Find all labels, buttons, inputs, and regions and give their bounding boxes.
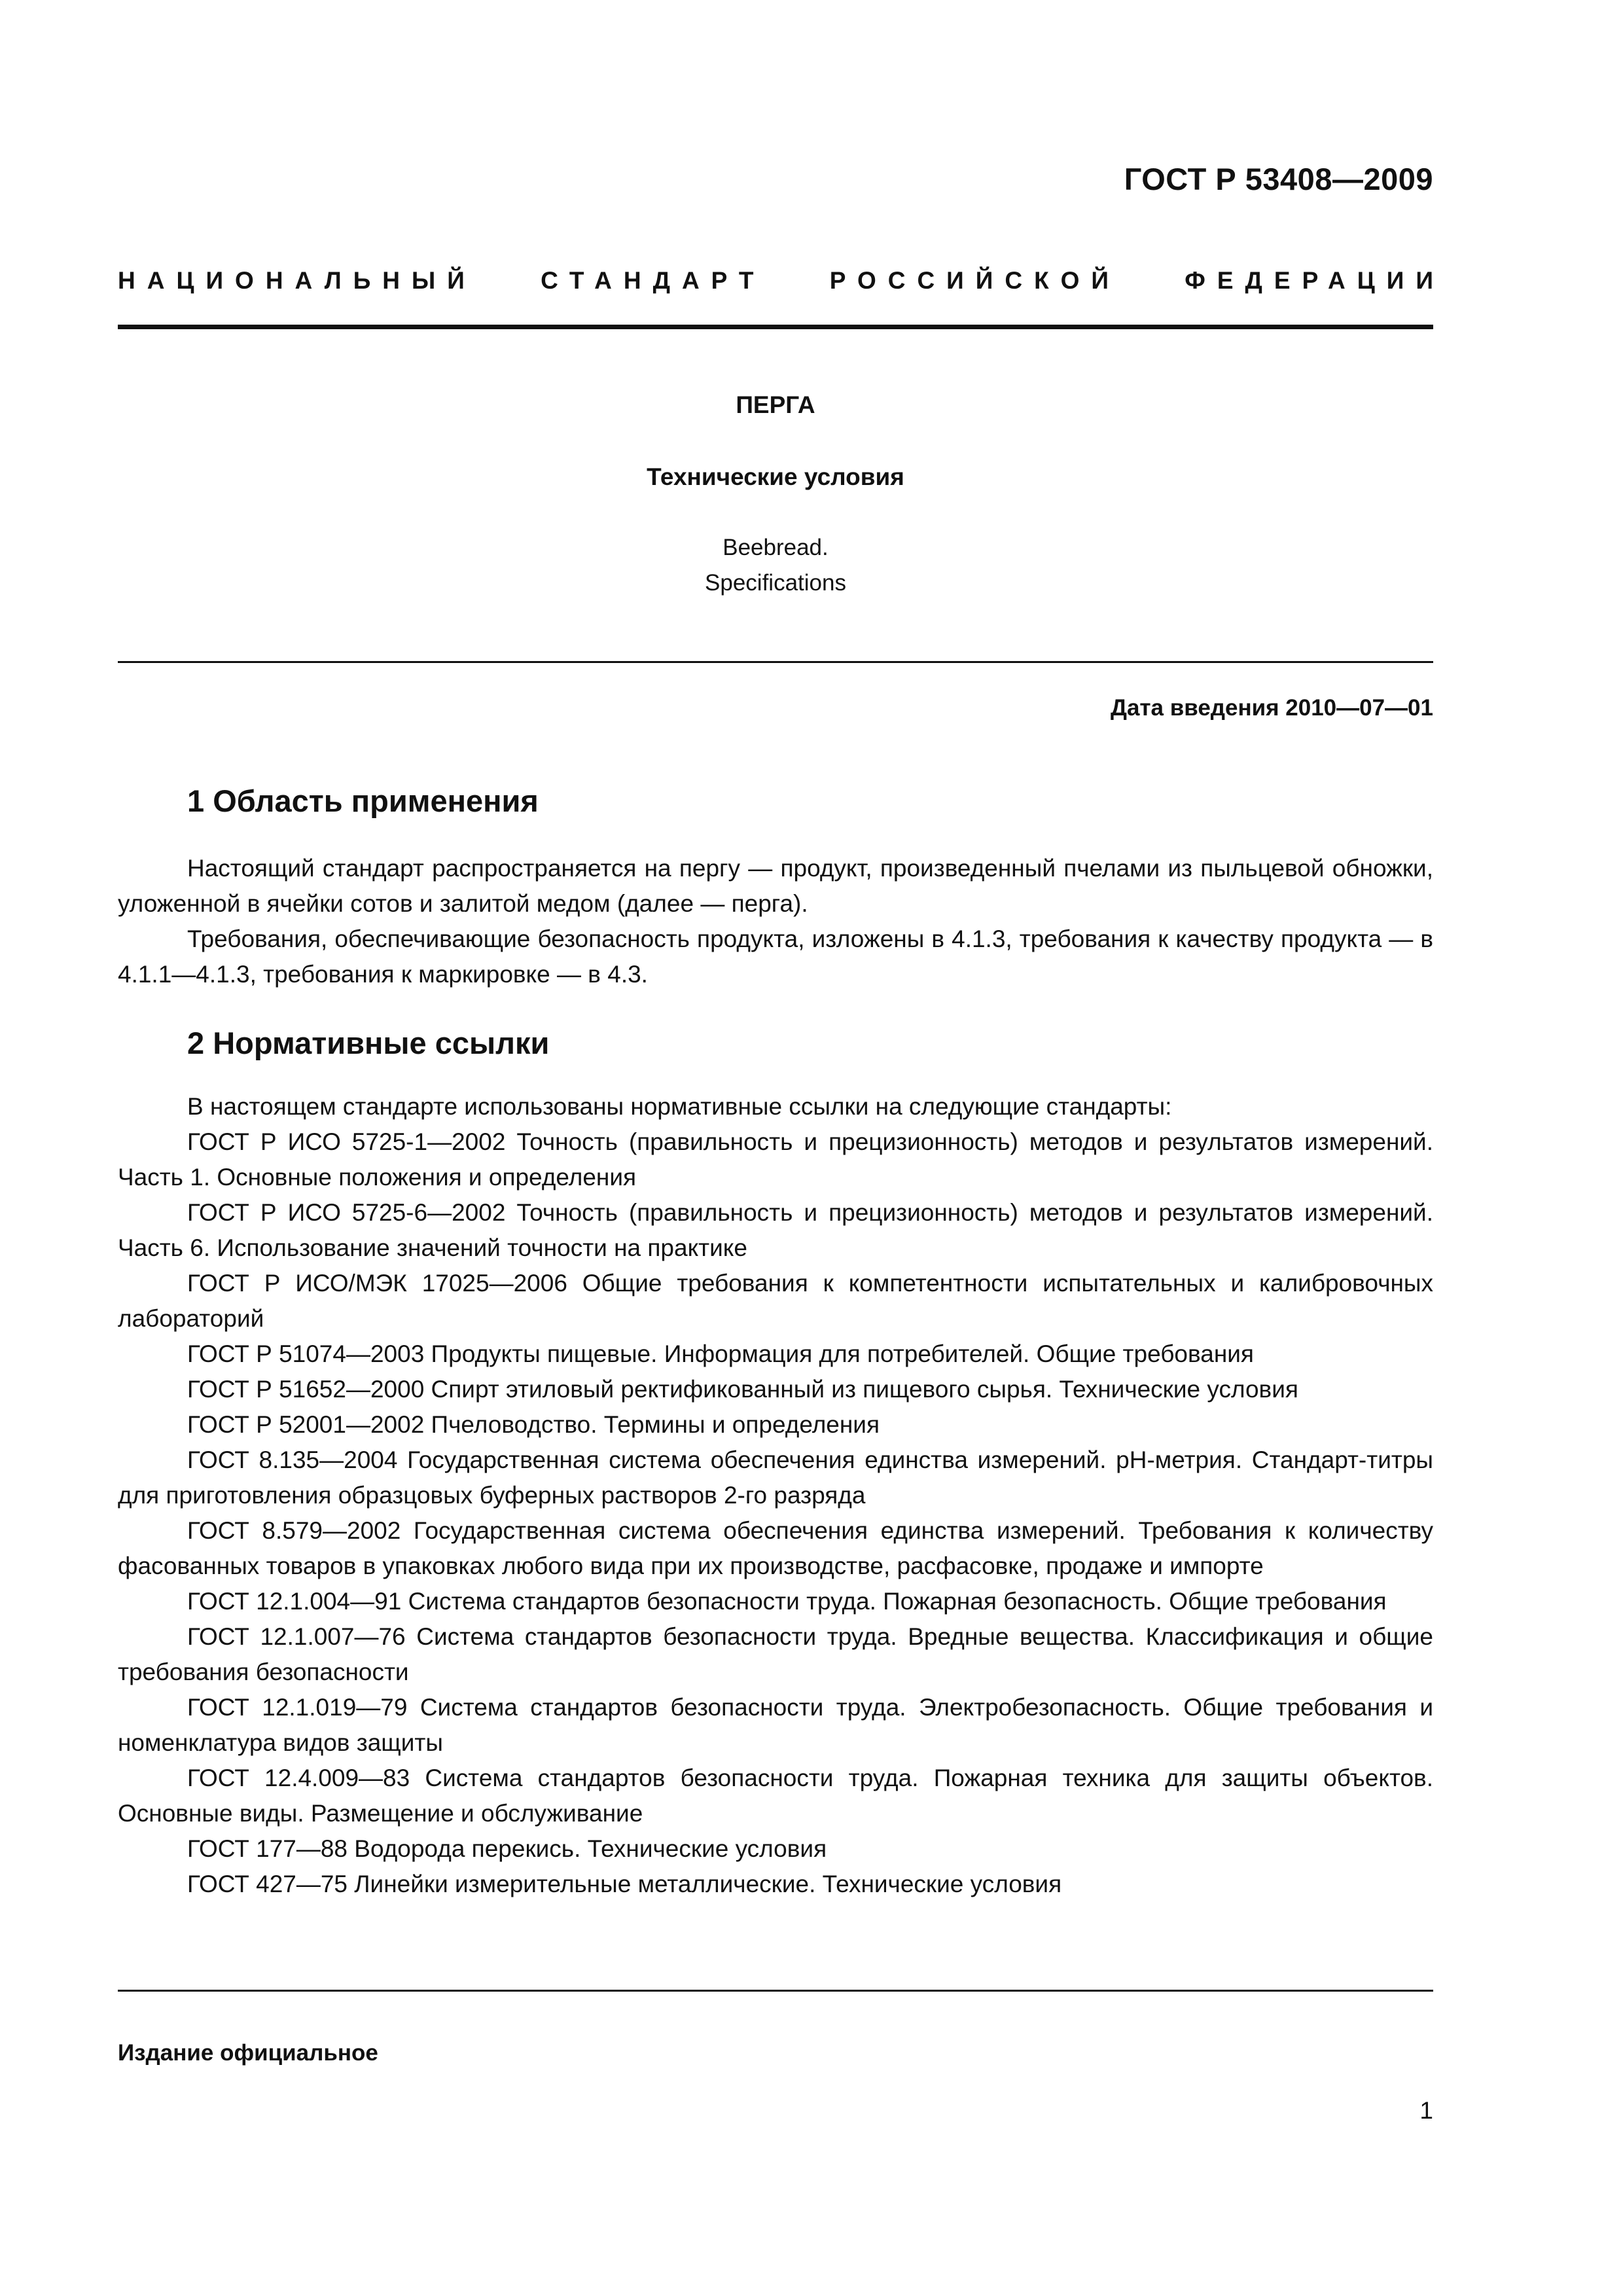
reference-item: ГОСТ 8.135—2004 Государственная система обеспечения единства измерений. pH-метрия. Стандарт-титры для приготовления образцовых буферных растворов 2-го разряда [118, 1446, 1433, 1509]
reference-item: ГОСТ 12.1.007—76 Система стандартов безопасности труда. Вредные вещества. Классификация и общие требования безопасности [118, 1623, 1433, 1685]
section-heading: 2 Нормативные ссылки [187, 1026, 550, 1060]
paragraph: Настоящий стандарт распространяется на пергу — продукт, произведенный пчелами из пыльцевой обножки, уложенной в ячейки сотов и залитой медом (далее — перга). [118, 855, 1433, 917]
paragraph: Требования, обеспечивающие безопасность продукта, изложены в 4.1.3, требования к качеству продукта — в 4.1.1—4.1.3, требования к маркировке — в 4.3. [118, 925, 1433, 988]
reference-item: ГОСТ 12.1.004—91 Система стандартов безопасности труда. Пожарная безопасность. Общие требования [187, 1588, 1387, 1615]
introduction-date: Дата введения 2010—07—01 [1111, 695, 1433, 721]
section-body [118, 1089, 1433, 1902]
header-rule [118, 325, 1433, 329]
reference-item: ГОСТ 427—75 Линейки измерительные металлические. Технические условия [187, 1871, 1062, 1897]
section-heading: 1 Область применения [187, 783, 539, 818]
english-title [118, 530, 1433, 601]
document-title: ПЕРГА [736, 391, 815, 418]
reference-item: ГОСТ 177—88 Водорода перекись. Технические условия [187, 1835, 827, 1862]
reference-item: ГОСТ Р 51652—2000 Спирт этиловый ректификованный из пищевого сырья. Технические условия [187, 1376, 1298, 1403]
reference-item: ГОСТ Р ИСО 5725-6—2002 Точность (правильность и прецизионность) методов и результатов измерений. Часть 6. Использование значений точности на практике [118, 1199, 1433, 1261]
reference-item: ГОСТ Р ИСО 5725-1—2002 Точность (правильность и прецизионность) методов и результатов измерений. Часть 1. Основные положения и определения [118, 1128, 1433, 1191]
title-rule [118, 661, 1433, 663]
banner-word: СТАНДАРТ [541, 267, 766, 294]
national-standard-banner [118, 267, 1445, 295]
english-title-line: Beebread. [722, 535, 829, 560]
reference-item: ГОСТ Р ИСО/МЭК 17025—2006 Общие требования к компетентности испытательных и калибровочных лабораторий [118, 1270, 1433, 1332]
paragraph: В настоящем стандарте использованы нормативные ссылки на следующие стандарты: [187, 1093, 1172, 1120]
reference-item: ГОСТ 8.579—2002 Государственная система обеспечения единства измерений. Требования к количеству фасованных товаров в упаковках любого вида при их производстве, расфасовке, продаже и импорте [118, 1517, 1433, 1579]
reference-item: ГОСТ 12.4.009—83 Система стандартов безопасности труда. Пожарная техника для защиты объектов. Основные виды. Размещение и обслуживание [118, 1765, 1433, 1827]
banner-word: ФЕДЕРАЦИИ [1185, 267, 1445, 294]
standard-number: ГОСТ Р 53408—2009 [1124, 162, 1433, 196]
banner-word: НАЦИОНАЛЬНЫЙ [118, 267, 476, 294]
document-subtitle: Технические условия [647, 463, 904, 490]
reference-item: ГОСТ Р 52001—2002 Пчеловодство. Термины и определения [187, 1411, 880, 1438]
section-body [118, 851, 1433, 992]
footer-rule [118, 1990, 1433, 1992]
english-title-line: Specifications [705, 570, 846, 596]
reference-item: ГОСТ 12.1.019—79 Система стандартов безопасности труда. Электробезопасность. Общие требования и номенклатура видов защиты [118, 1694, 1433, 1756]
page-number: 1 [1419, 2097, 1433, 2124]
banner-word: РОССИЙСКОЙ [829, 267, 1121, 294]
official-edition-label: Издание официальное [118, 2040, 378, 2066]
reference-item: ГОСТ Р 51074—2003 Продукты пищевые. Информация для потребителей. Общие требования [187, 1340, 1254, 1367]
